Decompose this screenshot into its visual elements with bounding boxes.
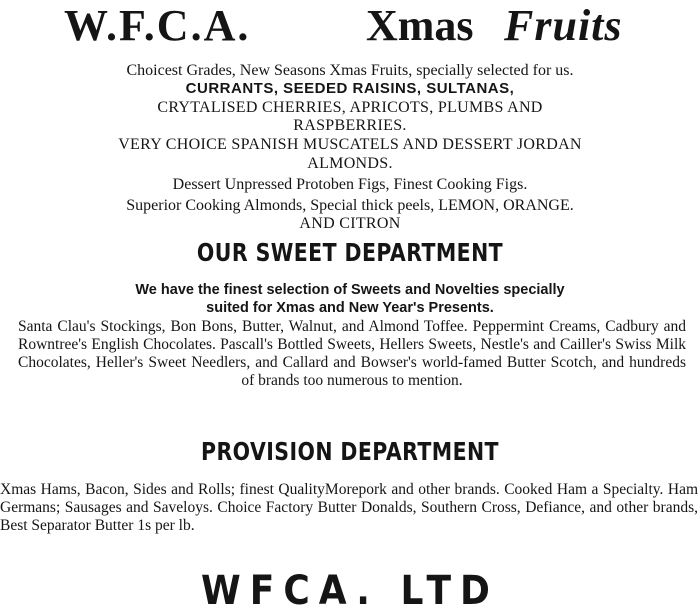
xmas-title: Xmas — [366, 1, 474, 50]
sweets-heading: OUR SWEET DEPARTMENT — [196, 238, 504, 267]
fruits-intro: Choicest Grades, New Seasons Xmas Fruits, specially selected for us. — [126, 62, 574, 79]
provision-body: Xmas Hams, Bacon, Sides and Rolls; finest QualityMorepork and other brands. Cooked Ham a Specialty. Ham Germans; Sausages and Saveloys. Choice Factory Butter Donalds, Southern Cross, Defiance, and other brands, Best Separator Butter 1s per lb. — [0, 481, 698, 534]
brand-title: W.F.C.A. — [64, 1, 251, 50]
fruits-list-line: AND CITRON — [299, 215, 401, 232]
fruits-list-line: CRYTALISED CHERRIES, APRICOTS, PLUMBS AND — [157, 99, 543, 116]
sweets-intro: suited for Xmas and New Year's Presents. — [206, 300, 494, 316]
fruits-list-line: CURRANTS, SEEDED RAISINS, SULTANAS, — [185, 80, 515, 97]
footer-brand: WFCA. LTD — [201, 568, 499, 614]
provision-heading: PROVISION DEPARTMENT — [201, 437, 499, 466]
fruits-list-line: Dessert Unpressed Protoben Figs, Finest Cooking Figs. — [172, 176, 528, 193]
fruits-list-line: VERY CHOICE SPANISH MUSCATELS AND DESSERT JORDAN — [118, 136, 582, 153]
fruits-list-line: ALMONDS. — [307, 155, 393, 172]
sweets-intro: We have the finest selection of Sweets and Novelties specially — [135, 282, 565, 298]
sweets-body: Santa Clau's Stockings, Bon Bons, Butter, Walnut, and Almond Toffee. Peppermint Creams, Cadbury and Rowntree's English Chocolates. Pascall's Bottled Sweets, Hellers Sweets, Nestle's and Cailler's Swiss Milk Chocolates, Heller's Sweet Needlers, and Callard and Bowser's world-famed Butter Scotch, and hundreds of brands too numerous to mention. — [18, 318, 686, 389]
fruits-list-line: RASPBERRIES. — [293, 117, 407, 134]
fruits-title: Fruits — [504, 1, 623, 50]
fruits-list-line: Superior Cooking Almonds, Special thick peels, LEMON, ORANGE. — [126, 197, 574, 214]
